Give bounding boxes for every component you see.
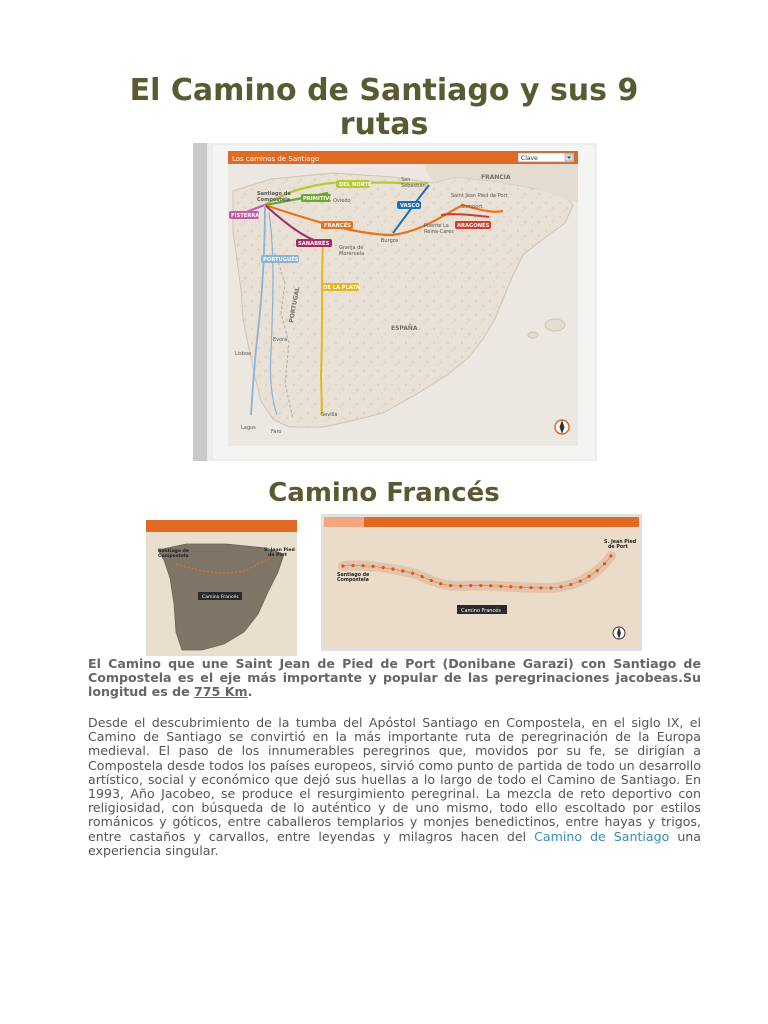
wide-frances-map-graphic (321, 514, 642, 651)
label-granja-1: Granja de (339, 245, 364, 251)
wide-frances-map (321, 514, 642, 651)
route-stop-dot (391, 568, 394, 571)
compass-icon (555, 420, 569, 434)
label-burgos: Burgos (381, 238, 399, 244)
label-oviedo: Oviedo (333, 198, 351, 204)
route-stop-dot (362, 564, 365, 567)
intro-text: El Camino que une Saint Jean de Pied de Port (Donibane Garazi) con Santiago de Compostela es el eje más importante y popular de las peregrinaciones jacobeas.Su longitud es de (88, 656, 701, 700)
label-portugal: PORTUGAL (288, 286, 302, 324)
route-stop-dot (439, 582, 442, 585)
route-label-frances: FRANCÉS (324, 223, 351, 229)
small-frances-map-graphic (146, 520, 297, 656)
route-stop-dot (459, 584, 462, 587)
intro-end: . (247, 684, 253, 700)
title-line-2: rutas (339, 107, 429, 142)
route-stop-dot (489, 584, 492, 587)
section-title: Camino Francés (268, 478, 500, 508)
label-compostela: Compostela (257, 197, 291, 203)
title-line-1: El Camino de Santiago y sus 9 (129, 73, 639, 108)
label-puente-1: Puente La (424, 223, 449, 229)
small-label-jean-1: S. Jean Pied (264, 548, 295, 553)
label-saint-jean: Saint Jean Pied de Port (451, 193, 508, 199)
label-puente-2: Reina-Cares (424, 229, 454, 235)
route-label-plata: DE LA PLATA (323, 285, 360, 291)
route-stop-dot (449, 584, 452, 587)
label-faro: Faro (271, 429, 282, 435)
route-stop-dot (596, 569, 599, 572)
label-santiago: Santiago de (257, 191, 291, 197)
route-label-norte: DEL NORTE (339, 182, 372, 188)
route-stop-dot (509, 585, 512, 588)
route-label-vasco: VASCO (400, 203, 420, 209)
history-end: una experiencia singular. (88, 828, 702, 858)
route-label-fisterra: FISTERRA (231, 213, 260, 219)
label-sevilla: Sevilla (321, 412, 338, 418)
caminos-map-graphic (193, 143, 597, 461)
label-espana: ESPAÑA (391, 325, 418, 332)
route-stop-dot (411, 572, 414, 575)
route-stop-dot (559, 585, 562, 588)
route-stop-dot (479, 584, 482, 587)
route-label-primitivo: PRIMITIVO (303, 196, 334, 202)
route-stop-dot (401, 569, 404, 572)
route-stop-dot (341, 564, 344, 567)
small-label-santiago-2: Compostela (158, 554, 189, 559)
route-stop-dot (539, 586, 542, 589)
label-san-sebastian-2: Sebastián (401, 183, 426, 189)
wide-label-santiago-1: Santiago de (337, 573, 370, 578)
route-stop-dot (382, 566, 385, 569)
caminos-map (193, 143, 597, 461)
route-stop-dot (421, 575, 424, 578)
route-stop-dot (603, 562, 606, 565)
small-frances-map (146, 520, 297, 656)
wide-label-jean-1: S. Jean Pied (604, 540, 637, 545)
wide-label-jean-2: de Port (608, 545, 628, 550)
route-stop-dot (351, 564, 354, 567)
route-stop-dot (372, 565, 375, 568)
label-lisboa: Lisboa (235, 351, 252, 357)
clave-select-value: Clave (521, 155, 538, 162)
route-label-portugues: PORTUGUÉS (263, 257, 299, 263)
compass-icon (613, 627, 625, 639)
route-stop-dot (519, 586, 522, 589)
route-stop-dot (609, 554, 612, 557)
camino-de-santiago-link[interactable]: Camino de Santiago (534, 828, 670, 844)
route-label-sanabres: SANABRÉS (298, 241, 330, 247)
history-text: Desde el descubrimiento de la tumba del Apóstol Santiago en Compostela, en el siglo IX, el Camino de Santiago se convirtió en la más importante ruta de peregrinación de la Europa medieval. El paso de los innumerables peregrinos que, movidos por su fe, se dirigían a Compostela desde todos los países europeos, sirvió como punto de partida de todo un desarrollo artístico, social y económico que dejó sus huellas a lo largo de todo el Camino de Santiago. En 1993, Año Jacobeo, se produce el resurgimiento peregrinal. La mezcla de reto deportivo con religiosidad, con búsqueda de lo auténtico y de uno mismo, todo ello escoltado por estilos románicos y góticos, entre caballeros templarios y monjes benedictinos, entre hayas y trigos, entre castaños y carvallos, entre leyendas y milagros hacen del (88, 715, 701, 844)
label-san-sebastian-1: San (401, 177, 411, 183)
label-evora: Evora (273, 337, 288, 343)
small-label-santiago-1: Santiago de (158, 549, 189, 554)
small-route-label: Camino Francés (202, 595, 239, 600)
length-km: 775 Km (194, 684, 248, 700)
route-stop-dot (579, 580, 582, 583)
route-stop-dot (569, 583, 572, 586)
wide-label-santiago-2: Compostela (337, 578, 369, 583)
history-paragraph (88, 716, 701, 858)
label-granja-2: Moreruela (339, 251, 365, 257)
label-francia: FRANCIA (481, 174, 511, 181)
label-lagos: Lagos (241, 425, 256, 431)
route-stop-dot (549, 586, 552, 589)
page-title (0, 74, 768, 142)
route-stop-dot (529, 586, 532, 589)
route-stop-dot (588, 575, 591, 578)
route-stop-dot (499, 585, 502, 588)
intro-paragraph (88, 657, 701, 700)
map-header-title: Los caminos de Santiago (232, 155, 320, 163)
wide-route-label: Camino Francés (461, 608, 501, 614)
small-label-jean-2: de Port (268, 553, 287, 558)
route-stop-dot (469, 584, 472, 587)
route-stop-dot (430, 579, 433, 582)
route-label-aragones: ARAGONÉS (457, 223, 490, 229)
label-somport: Somport (461, 204, 483, 210)
